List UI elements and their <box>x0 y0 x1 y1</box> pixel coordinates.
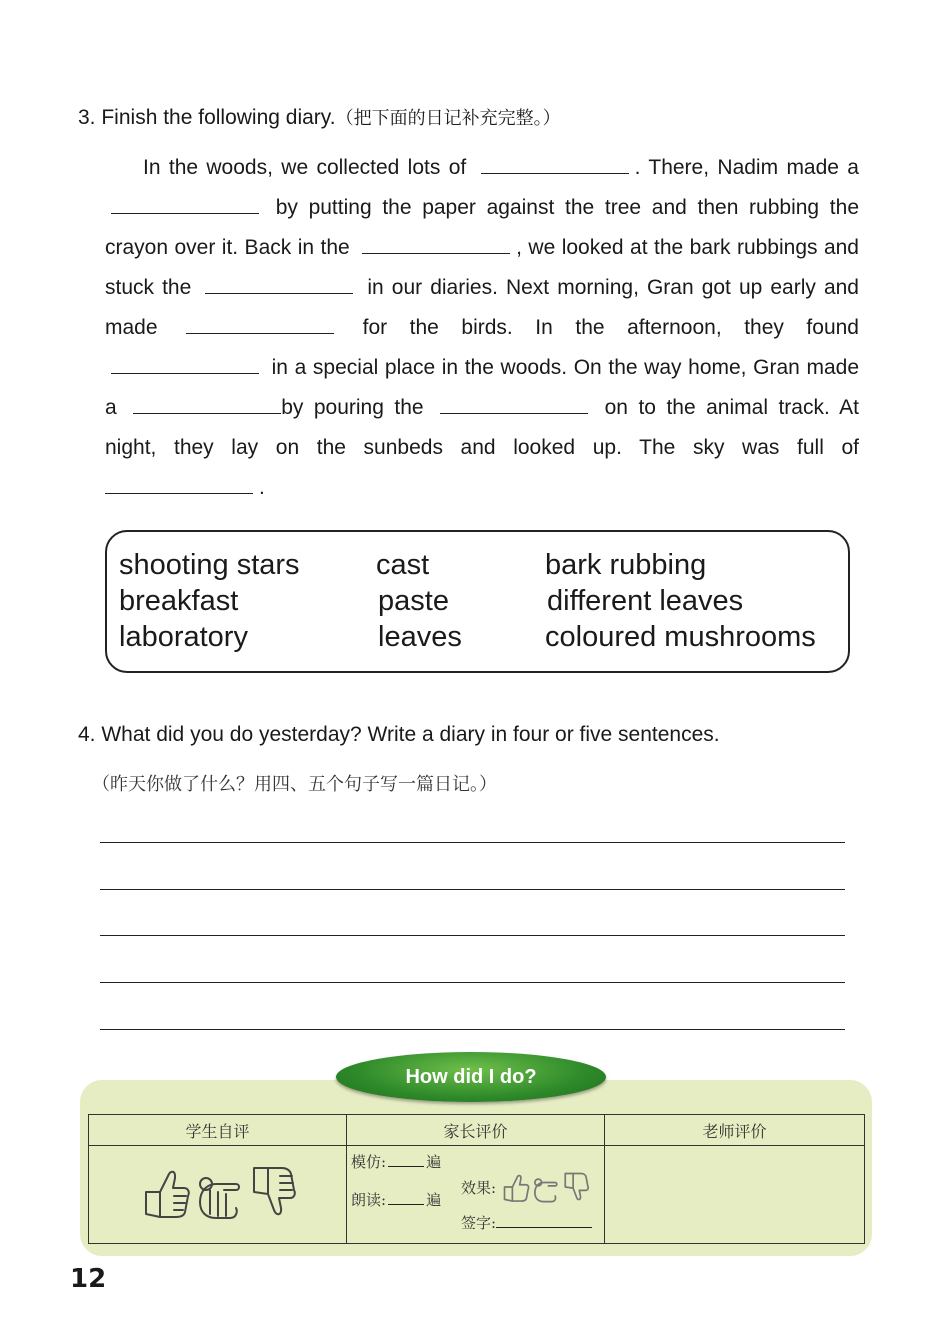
word-bank <box>105 530 850 673</box>
diary-text: . <box>259 476 265 499</box>
sign-label: 签字: <box>461 1214 497 1232</box>
how-did-i-do-banner <box>336 1052 606 1102</box>
blank-6[interactable] <box>111 355 259 374</box>
imitate-row <box>351 1151 441 1172</box>
thumbs-down-icon <box>254 1168 295 1214</box>
read-row <box>351 1189 441 1210</box>
diary-text: in a special place in the woods. On the way home, Gran made a <box>105 356 859 419</box>
imitate-count-blank[interactable] <box>388 1154 424 1167</box>
effect-label: 效果: <box>461 1178 497 1197</box>
read-label: 朗读: <box>351 1191 387 1209</box>
ok-hand-icon <box>200 1178 239 1218</box>
word-bank-item: leaves <box>378 621 462 653</box>
diary-text: In the woods, we collected lots of <box>143 156 467 179</box>
writing-line[interactable] <box>100 935 845 936</box>
effect-rating-icon[interactable] <box>500 1170 590 1204</box>
header-parent-eval: 家长评价 <box>347 1115 605 1146</box>
word-bank-item: different leaves <box>547 585 744 617</box>
blank-1[interactable] <box>481 155 629 174</box>
word-bank-item: coloured mushrooms <box>545 621 816 653</box>
self-eval-cell <box>89 1146 347 1244</box>
word-bank-item: shooting stars <box>119 549 300 581</box>
q3-heading <box>78 104 561 130</box>
header-self-eval: 学生自评 <box>89 1115 347 1146</box>
diary-text: for the birds. In the afternoon, they found <box>362 316 859 339</box>
blank-3[interactable] <box>362 235 510 254</box>
times-unit: 遍 <box>426 1153 442 1171</box>
diary-text: . There, Nadim made a <box>634 156 859 179</box>
times-unit: 遍 <box>426 1191 442 1209</box>
parent-eval-cell <box>347 1146 605 1244</box>
page-number: 12 <box>70 1264 107 1294</box>
word-bank-item: breakfast <box>119 585 239 617</box>
q3-title-cn: （把下面的日记补充完整。） <box>335 108 561 129</box>
writing-line[interactable] <box>100 889 845 890</box>
word-bank-item: bark rubbing <box>545 549 707 581</box>
q4-heading <box>78 723 720 747</box>
banner-text: How did I do? <box>405 1065 537 1088</box>
q3-title: Finish the following diary. <box>101 106 336 129</box>
diary-text: , we looked at the bark rubbings and stuck the <box>105 236 859 299</box>
diary-text: by pouring the <box>281 396 424 419</box>
word-bank-item: laboratory <box>119 621 248 653</box>
signature-blank[interactable] <box>496 1215 592 1228</box>
header-teacher-eval: 老师评价 <box>605 1115 865 1146</box>
writing-line[interactable] <box>100 982 845 983</box>
read-count-blank[interactable] <box>388 1192 424 1205</box>
evaluation-table <box>88 1114 865 1244</box>
sign-row <box>461 1212 592 1233</box>
q3-number: 3. <box>78 106 96 129</box>
writing-line[interactable] <box>100 842 845 843</box>
thumbs-up-icon <box>146 1172 189 1217</box>
diary-paragraph <box>105 148 859 508</box>
diary-text: on to the animal track. At night, they lay on the sunbeds and looked up. The sky was full of <box>105 396 859 459</box>
blank-5[interactable] <box>186 315 334 334</box>
q4-title: What did you do yesterday? Write a diary in four or five sentences. <box>101 723 720 746</box>
blank-8[interactable] <box>440 395 588 414</box>
writing-line[interactable] <box>100 1029 845 1030</box>
diary-text: in our diaries. Next morning, Gran got up early and made <box>105 276 859 339</box>
blank-2[interactable] <box>111 195 259 214</box>
q4-number: 4. <box>78 723 96 746</box>
word-bank-item: cast <box>376 549 430 581</box>
word-bank-item: paste <box>378 585 449 617</box>
rating-hands-icon[interactable] <box>138 1162 298 1222</box>
blank-7[interactable] <box>133 395 281 414</box>
effect-row <box>461 1170 590 1204</box>
diary-text: by putting the paper against the tree and then rubbing the crayon over it. Back in the <box>105 196 859 259</box>
blank-4[interactable] <box>205 275 353 294</box>
teacher-eval-cell[interactable] <box>605 1146 865 1244</box>
blank-9[interactable] <box>105 475 253 494</box>
q4-title-cn: （昨天你做了什么？用四、五个句子写一篇日记。） <box>92 774 497 795</box>
imitate-label: 模仿: <box>351 1153 387 1171</box>
